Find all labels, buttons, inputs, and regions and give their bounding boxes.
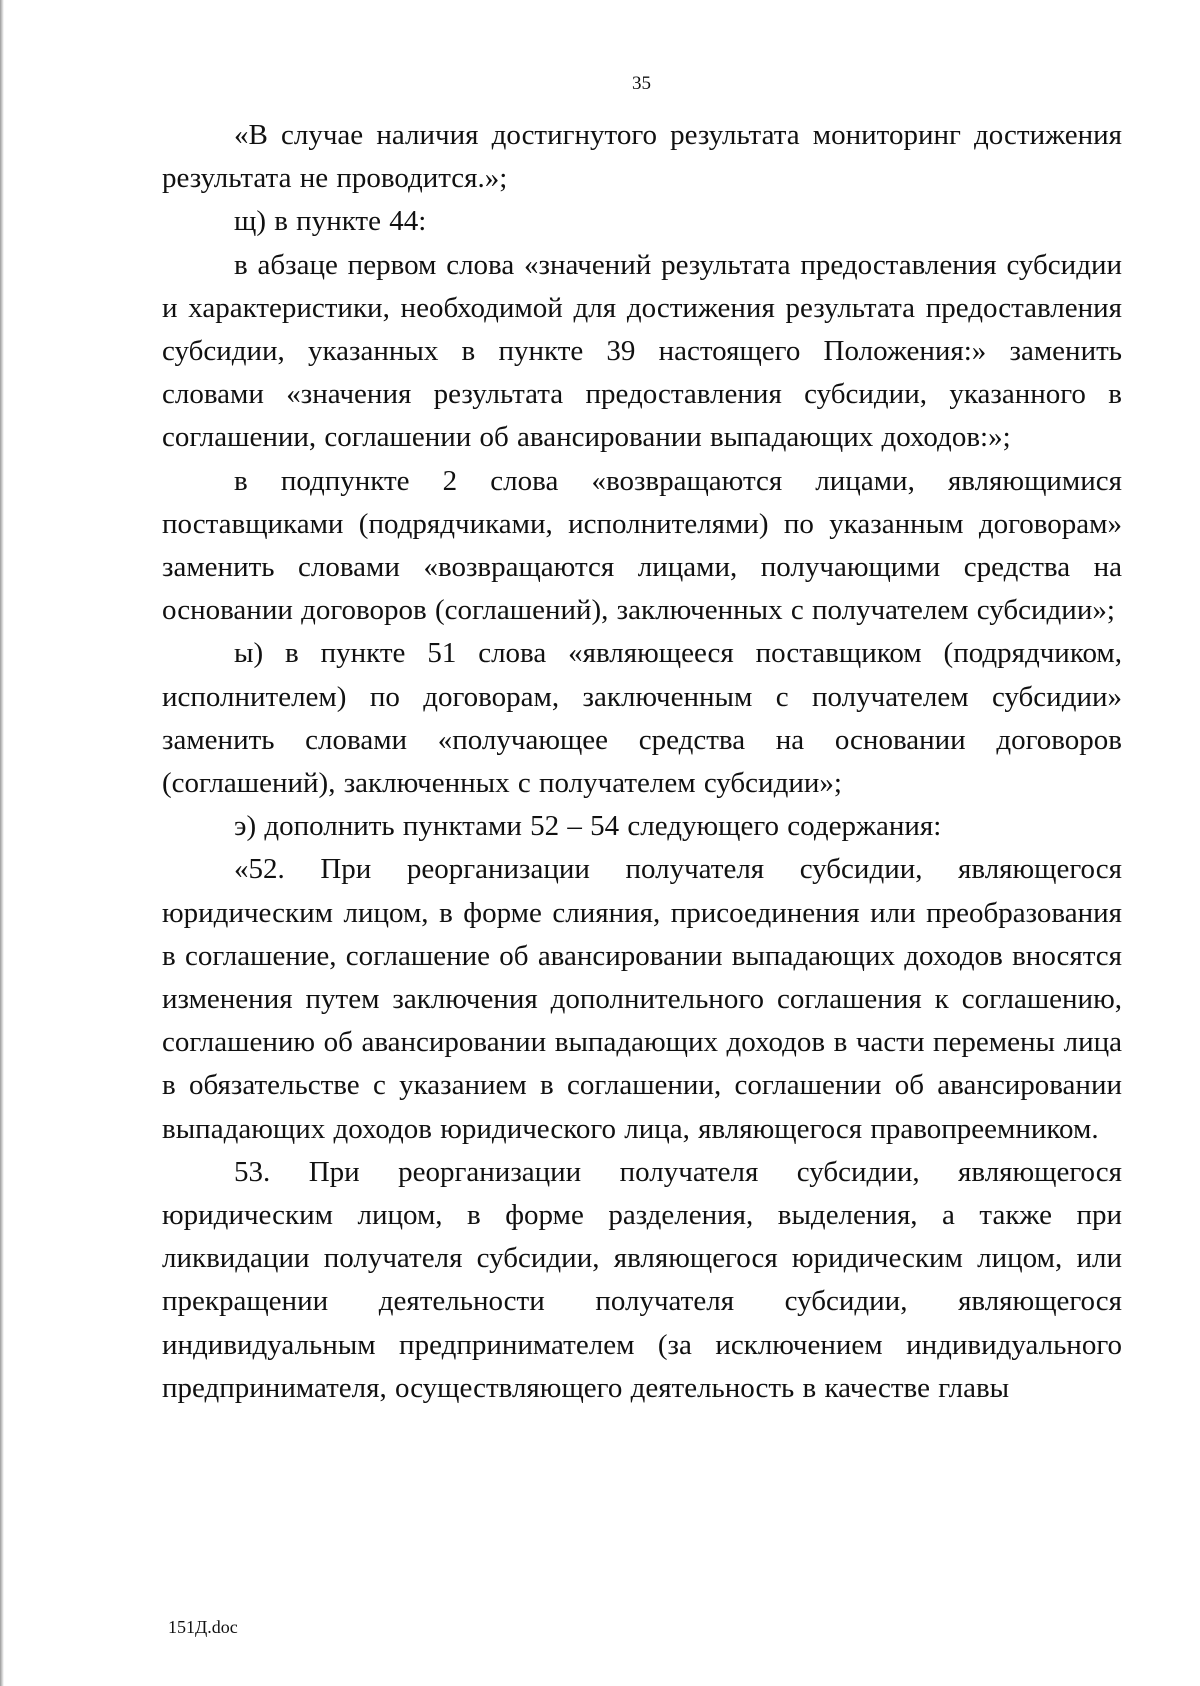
paragraph-monitoring: «В случае наличия достигнутого результата мониторинг достижения результата не проводится.»; — [162, 119, 1122, 195]
paragraph-point-53: 53. При реорганизации получателя субсидии, являющегося юридическим лицом, в форме разделения, выделения, а также при ликвидации получателя субсидии, являющегося юридическим лицом, или прекращении деятельности получателя субсидии, являющегося индивидуальным предпринимателем (за исключением индивидуального предпринимателя, осуществляющего деятельность в качестве главы — [162, 1155, 1122, 1404]
page-number: 35 — [632, 73, 651, 94]
paragraph-item-y: ы) в пункте 51 слова «являющееся поставщиком (подрядчиком, исполнителем) по договорам, заключенным с получателем субсидии» заменить словами «получающее средства на основании договоров (соглашений), заключенных с получателем субсидии»; — [162, 637, 1122, 800]
paragraph-point-52: «52. При реорганизации получателя субсидии, являющегося юридическим лицом, в форме слияния, присоединения или преобразования в соглашение, соглашение об авансировании выпадающих доходов вносятся изменения путем заключения дополнительного соглашения к соглашению, соглашению об авансировании выпадающих доходов в части перемены лица в обязательстве с указанием в соглашении, соглашении об авансировании выпадающих доходов юридического лица, являющегося правопреемником. — [162, 853, 1122, 1145]
paragraph-item-shch: щ) в пункте 44: — [234, 205, 427, 238]
scan-edge — [0, 0, 4, 1686]
paragraph-item-e: э) дополнить пунктами 52 – 54 следующего содержания: — [234, 810, 942, 843]
footer-filename: 151Д.doc — [168, 1617, 238, 1637]
paragraph-first-clause: в абзаце первом слова «значений результата предоставления субсидии и характеристики, необходимой для достижения результата предоставления субсидии, указанных в пункте 39 настоящего Положения:» заменить словами «значения результата предоставления субсидии, указанного в соглашении, соглашении об авансировании выпадающих доходов:»; — [162, 248, 1122, 454]
document-body — [162, 114, 1122, 1410]
paragraph-subclause-2: в подпункте 2 слова «возвращаются лицами, являющимися поставщиками (подрядчиками, исполнителями) по указанным договорам» заменить словами «возвращаются лицами, получающими средства на основании договоров (соглашений), заключенных с получателем субсидии»; — [162, 464, 1122, 627]
